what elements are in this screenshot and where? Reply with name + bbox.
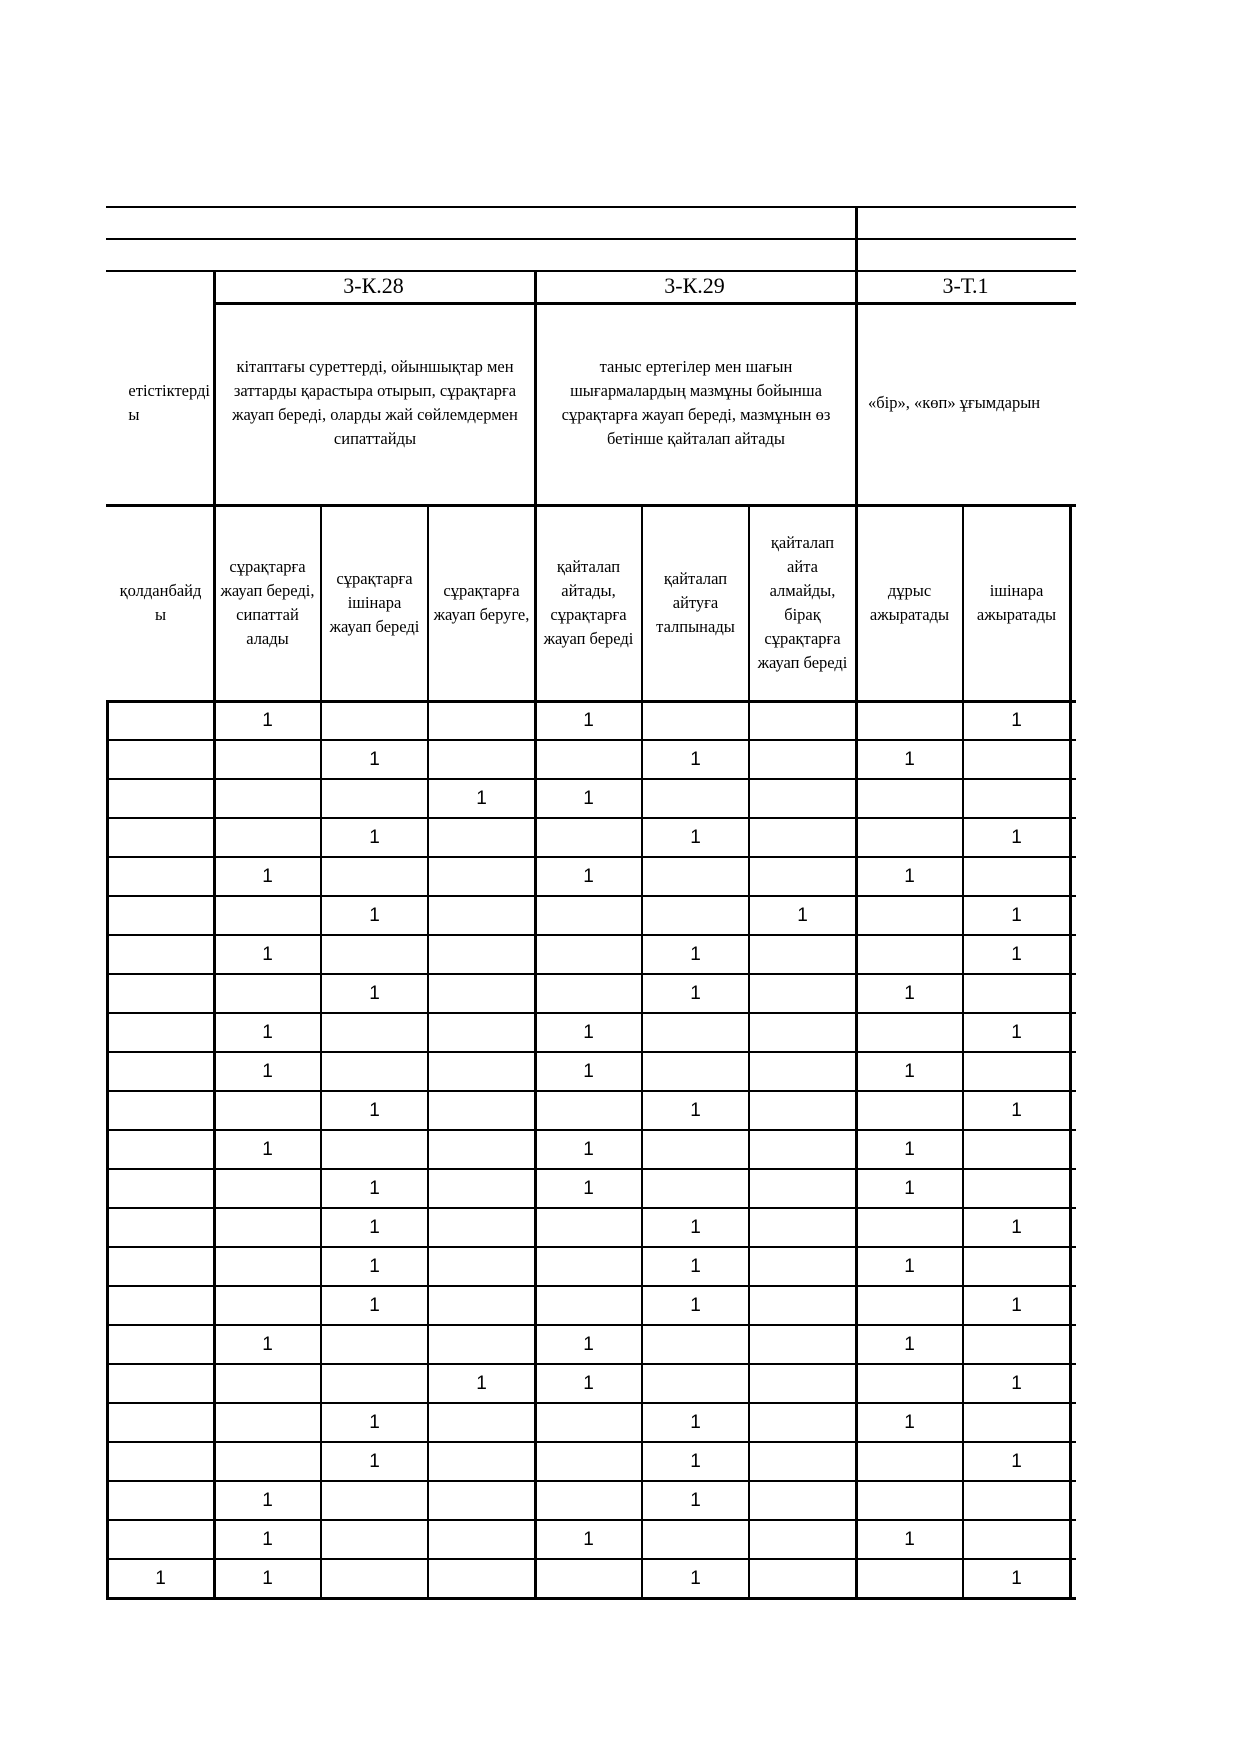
subheader-cell: қолданбайд ы bbox=[119, 581, 202, 624]
table-cell bbox=[536, 1209, 641, 1246]
table-cell: 1 bbox=[1011, 826, 1022, 848]
table-cell bbox=[108, 897, 213, 934]
subheader-cell: сұрақтарға жауап береді, сипаттай алады bbox=[220, 557, 315, 648]
table-cell bbox=[429, 1482, 534, 1519]
table-cell bbox=[536, 741, 641, 778]
table-cell: 1 bbox=[155, 1567, 166, 1589]
table-cell: 1 bbox=[1011, 1216, 1022, 1238]
table-cell bbox=[215, 1287, 320, 1324]
table-cell bbox=[108, 780, 213, 817]
table-cell bbox=[322, 1521, 427, 1558]
table-cell bbox=[108, 741, 213, 778]
table-cell: 1 bbox=[262, 1567, 273, 1589]
assessment-table bbox=[106, 206, 1076, 1610]
table-cell bbox=[643, 702, 748, 739]
table-cell bbox=[536, 1287, 641, 1324]
table-cell bbox=[750, 1560, 855, 1597]
subheader-cell: қайталап айтуға талпынады bbox=[656, 569, 735, 636]
subheader-cell: дұрыс ажыратады bbox=[869, 581, 950, 624]
table-cell bbox=[322, 1482, 427, 1519]
table-cell bbox=[108, 1365, 213, 1402]
vline-right bbox=[1069, 504, 1072, 1597]
table-cell: 1 bbox=[904, 1333, 915, 1355]
table-cell bbox=[964, 1170, 1069, 1207]
table-cell: 1 bbox=[1011, 1567, 1022, 1589]
table-cell bbox=[750, 741, 855, 778]
table-cell bbox=[750, 1209, 855, 1246]
table-cell bbox=[215, 1209, 320, 1246]
table-cell bbox=[643, 780, 748, 817]
table-cell bbox=[429, 1131, 534, 1168]
table-cell bbox=[322, 1014, 427, 1051]
table-cell: 1 bbox=[904, 748, 915, 770]
table-cell bbox=[750, 1443, 855, 1480]
table-cell bbox=[108, 1443, 213, 1480]
table-cell: 1 bbox=[904, 982, 915, 1004]
table-cell bbox=[964, 975, 1069, 1012]
table-cell bbox=[215, 741, 320, 778]
table-cell: 1 bbox=[583, 787, 594, 809]
table-cell: 1 bbox=[904, 865, 915, 887]
table-cell bbox=[322, 1131, 427, 1168]
table-cell bbox=[429, 1209, 534, 1246]
table-cell: 1 bbox=[904, 1138, 915, 1160]
table-cell: 1 bbox=[476, 787, 487, 809]
table-cell bbox=[750, 1014, 855, 1051]
table-cell bbox=[964, 1404, 1069, 1441]
table-cell bbox=[750, 702, 855, 739]
table-cell bbox=[108, 1326, 213, 1363]
table-cell bbox=[536, 1092, 641, 1129]
table-cell bbox=[108, 1248, 213, 1285]
table-cell bbox=[857, 936, 962, 973]
table-cell bbox=[108, 1482, 213, 1519]
table-cell bbox=[857, 819, 962, 856]
table-cell bbox=[750, 780, 855, 817]
header-line-2 bbox=[106, 238, 1076, 240]
table-cell bbox=[857, 1287, 962, 1324]
table-cell bbox=[750, 858, 855, 895]
code-t1: 3-Т.1 bbox=[942, 273, 989, 298]
table-cell bbox=[536, 1404, 641, 1441]
table-cell: 1 bbox=[1011, 1099, 1022, 1121]
table-cell bbox=[964, 1131, 1069, 1168]
table-cell bbox=[964, 1053, 1069, 1090]
table-cell bbox=[536, 975, 641, 1012]
table-cell: 1 bbox=[262, 1138, 273, 1160]
table-cell bbox=[108, 1170, 213, 1207]
table-cell bbox=[108, 1209, 213, 1246]
subheader-cell: сұрақтарға жауап беруге, bbox=[433, 581, 530, 624]
table-cell bbox=[215, 897, 320, 934]
table-cell: 1 bbox=[583, 1333, 594, 1355]
table-cell bbox=[964, 858, 1069, 895]
table-cell: 1 bbox=[690, 1099, 701, 1121]
table-cell: 1 bbox=[262, 1528, 273, 1550]
table-cell: 1 bbox=[690, 1216, 701, 1238]
table-cell bbox=[750, 1404, 855, 1441]
table-cell bbox=[108, 1053, 213, 1090]
table-cell: 1 bbox=[1011, 1294, 1022, 1316]
table-cell bbox=[536, 1248, 641, 1285]
table-cell bbox=[857, 1443, 962, 1480]
table-cell bbox=[750, 1131, 855, 1168]
table-cell: 1 bbox=[690, 1255, 701, 1277]
header-line-1 bbox=[106, 206, 1076, 208]
table-cell: 1 bbox=[904, 1060, 915, 1082]
table-cell bbox=[108, 975, 213, 1012]
table-cell bbox=[429, 702, 534, 739]
table-cell bbox=[643, 1131, 748, 1168]
table-cell bbox=[536, 819, 641, 856]
table-cell: 1 bbox=[904, 1177, 915, 1199]
table-cell bbox=[215, 819, 320, 856]
table-cell bbox=[750, 1521, 855, 1558]
table-cell: 1 bbox=[1011, 1450, 1022, 1472]
table-cell bbox=[643, 1326, 748, 1363]
table-cell bbox=[108, 1014, 213, 1051]
table-cell: 1 bbox=[369, 1216, 380, 1238]
subheader-cell: ішінара ажыратады bbox=[976, 581, 1057, 624]
table-cell bbox=[750, 1326, 855, 1363]
table-cell: 1 bbox=[262, 1489, 273, 1511]
description-partial-left: етістіктерді ы bbox=[128, 381, 210, 424]
table-cell: 1 bbox=[690, 1567, 701, 1589]
table-cell bbox=[964, 1521, 1069, 1558]
table-cell bbox=[857, 702, 962, 739]
table-cell: 1 bbox=[369, 1294, 380, 1316]
table-cell bbox=[215, 1248, 320, 1285]
table-cell bbox=[643, 1053, 748, 1090]
table-cell bbox=[750, 1365, 855, 1402]
table-cell bbox=[857, 1482, 962, 1519]
description-t1: «бір», «көп» ұғымдарын bbox=[868, 393, 1041, 412]
table-cell: 1 bbox=[904, 1255, 915, 1277]
table-cell: 1 bbox=[369, 1411, 380, 1433]
table-cell bbox=[857, 1209, 962, 1246]
table-cell bbox=[429, 741, 534, 778]
table-cell bbox=[964, 741, 1069, 778]
table-cell bbox=[108, 819, 213, 856]
table-cell bbox=[857, 897, 962, 934]
table-cell: 1 bbox=[904, 1411, 915, 1433]
table-cell: 1 bbox=[369, 826, 380, 848]
subheader-cell: қайталап айтады, сұрақтарға жауап береді bbox=[543, 557, 634, 648]
table-cell: 1 bbox=[1011, 904, 1022, 926]
table-cell bbox=[429, 1443, 534, 1480]
table-cell bbox=[857, 1365, 962, 1402]
code-k28: 3-К.28 bbox=[343, 273, 404, 298]
table-cell: 1 bbox=[369, 904, 380, 926]
table-cell: 1 bbox=[690, 943, 701, 965]
table-cell: 1 bbox=[690, 826, 701, 848]
table-cell bbox=[215, 1443, 320, 1480]
table-cell: 1 bbox=[262, 1333, 273, 1355]
table-cell bbox=[322, 702, 427, 739]
table-cell bbox=[215, 1365, 320, 1402]
table-cell: 1 bbox=[369, 1177, 380, 1199]
table-cell: 1 bbox=[1011, 943, 1022, 965]
table-cell: 1 bbox=[690, 748, 701, 770]
table-cell bbox=[750, 819, 855, 856]
table-cell: 1 bbox=[369, 748, 380, 770]
table-cell bbox=[429, 1560, 534, 1597]
table-cell: 1 bbox=[1011, 709, 1022, 731]
table-cell bbox=[215, 1404, 320, 1441]
table-cell bbox=[429, 1404, 534, 1441]
table-cell: 1 bbox=[262, 943, 273, 965]
table-cell bbox=[429, 1248, 534, 1285]
table-cell: 1 bbox=[476, 1372, 487, 1394]
subheader-cell: қайталап айта алмайды, бірақ сұрақтарға жауап береді bbox=[757, 533, 848, 672]
table-cell bbox=[643, 1365, 748, 1402]
table-cell bbox=[643, 1014, 748, 1051]
table-cell bbox=[108, 1521, 213, 1558]
table-cell bbox=[429, 975, 534, 1012]
table-cell: 1 bbox=[690, 1489, 701, 1511]
table-cell bbox=[322, 936, 427, 973]
table-cell bbox=[643, 897, 748, 934]
table-cell bbox=[322, 1053, 427, 1090]
table-cell: 1 bbox=[583, 1138, 594, 1160]
table-cell bbox=[429, 1092, 534, 1129]
description-k29: таныс ертегілер мен шағын шығармалардың мазмұны бойынша сұрақтарға жауап береді, мазмұнын өз бетінше қайталап айтады bbox=[561, 357, 831, 448]
table-cell bbox=[536, 897, 641, 934]
table-cell bbox=[964, 1248, 1069, 1285]
table-cell bbox=[108, 702, 213, 739]
table-cell bbox=[215, 1092, 320, 1129]
table-cell bbox=[108, 1092, 213, 1129]
table-cell bbox=[536, 1482, 641, 1519]
table-cell: 1 bbox=[262, 709, 273, 731]
row-line bbox=[106, 1597, 1076, 1600]
table-cell bbox=[750, 1170, 855, 1207]
table-cell bbox=[429, 858, 534, 895]
table-cell: 1 bbox=[904, 1528, 915, 1550]
table-cell: 1 bbox=[1011, 1372, 1022, 1394]
table-cell bbox=[429, 1521, 534, 1558]
table-cell: 1 bbox=[690, 982, 701, 1004]
table-cell: 1 bbox=[583, 1372, 594, 1394]
table-cell: 1 bbox=[1011, 1021, 1022, 1043]
table-cell bbox=[750, 1287, 855, 1324]
table-cell: 1 bbox=[583, 1021, 594, 1043]
table-cell bbox=[857, 1560, 962, 1597]
table-cell bbox=[750, 1053, 855, 1090]
table-cell: 1 bbox=[369, 1099, 380, 1121]
table-cell bbox=[429, 1326, 534, 1363]
table-cell bbox=[536, 1560, 641, 1597]
table-cell bbox=[964, 1326, 1069, 1363]
table-cell bbox=[857, 1092, 962, 1129]
table-cell bbox=[215, 1170, 320, 1207]
table-cell bbox=[429, 936, 534, 973]
table-cell bbox=[857, 1014, 962, 1051]
table-cell bbox=[857, 780, 962, 817]
table-cell bbox=[643, 858, 748, 895]
table-cell bbox=[964, 780, 1069, 817]
table-cell bbox=[108, 1131, 213, 1168]
table-cell: 1 bbox=[583, 709, 594, 731]
table-cell bbox=[322, 1560, 427, 1597]
description-k28: кітаптағы суреттерді, ойыншықтар мен заттарды қарастыра отырып, сұрақтарға жауап береді, оларды жай сөйлемдермен сипаттайды bbox=[232, 357, 518, 448]
table-cell: 1 bbox=[262, 865, 273, 887]
table-cell bbox=[643, 1521, 748, 1558]
table-cell bbox=[643, 1170, 748, 1207]
table-cell: 1 bbox=[797, 904, 808, 926]
table-cell: 1 bbox=[369, 1255, 380, 1277]
table-cell: 1 bbox=[690, 1411, 701, 1433]
table-cell bbox=[108, 1287, 213, 1324]
table-cell: 1 bbox=[262, 1060, 273, 1082]
table-cell: 1 bbox=[369, 1450, 380, 1472]
table-cell bbox=[429, 819, 534, 856]
table-cell: 1 bbox=[583, 865, 594, 887]
table-cell bbox=[108, 1404, 213, 1441]
table-cell: 1 bbox=[583, 1528, 594, 1550]
table-cell bbox=[108, 858, 213, 895]
table-cell bbox=[429, 1287, 534, 1324]
table-cell bbox=[750, 975, 855, 1012]
subheader-cell: сұрақтарға ішінара жауап береді bbox=[329, 569, 420, 636]
code-k29: 3-К.29 bbox=[664, 273, 725, 298]
table-cell bbox=[750, 1092, 855, 1129]
table-cell bbox=[429, 1053, 534, 1090]
table-cell bbox=[429, 897, 534, 934]
table-cell bbox=[750, 1482, 855, 1519]
table-cell: 1 bbox=[369, 982, 380, 1004]
table-cell bbox=[429, 1170, 534, 1207]
table-cell: 1 bbox=[690, 1450, 701, 1472]
table-cell bbox=[215, 780, 320, 817]
table-cell: 1 bbox=[690, 1294, 701, 1316]
table-cell bbox=[429, 1014, 534, 1051]
table-cell bbox=[322, 1365, 427, 1402]
table-cell bbox=[536, 1443, 641, 1480]
table-cell bbox=[750, 1248, 855, 1285]
table-cell bbox=[750, 936, 855, 973]
table-cell bbox=[964, 1482, 1069, 1519]
table-cell: 1 bbox=[583, 1060, 594, 1082]
table-cell bbox=[322, 858, 427, 895]
table-cell: 1 bbox=[583, 1177, 594, 1199]
table-cell bbox=[322, 1326, 427, 1363]
table-cell: 1 bbox=[262, 1021, 273, 1043]
table-cell bbox=[536, 936, 641, 973]
table-cell bbox=[322, 780, 427, 817]
table-cell bbox=[108, 936, 213, 973]
table-cell bbox=[215, 975, 320, 1012]
